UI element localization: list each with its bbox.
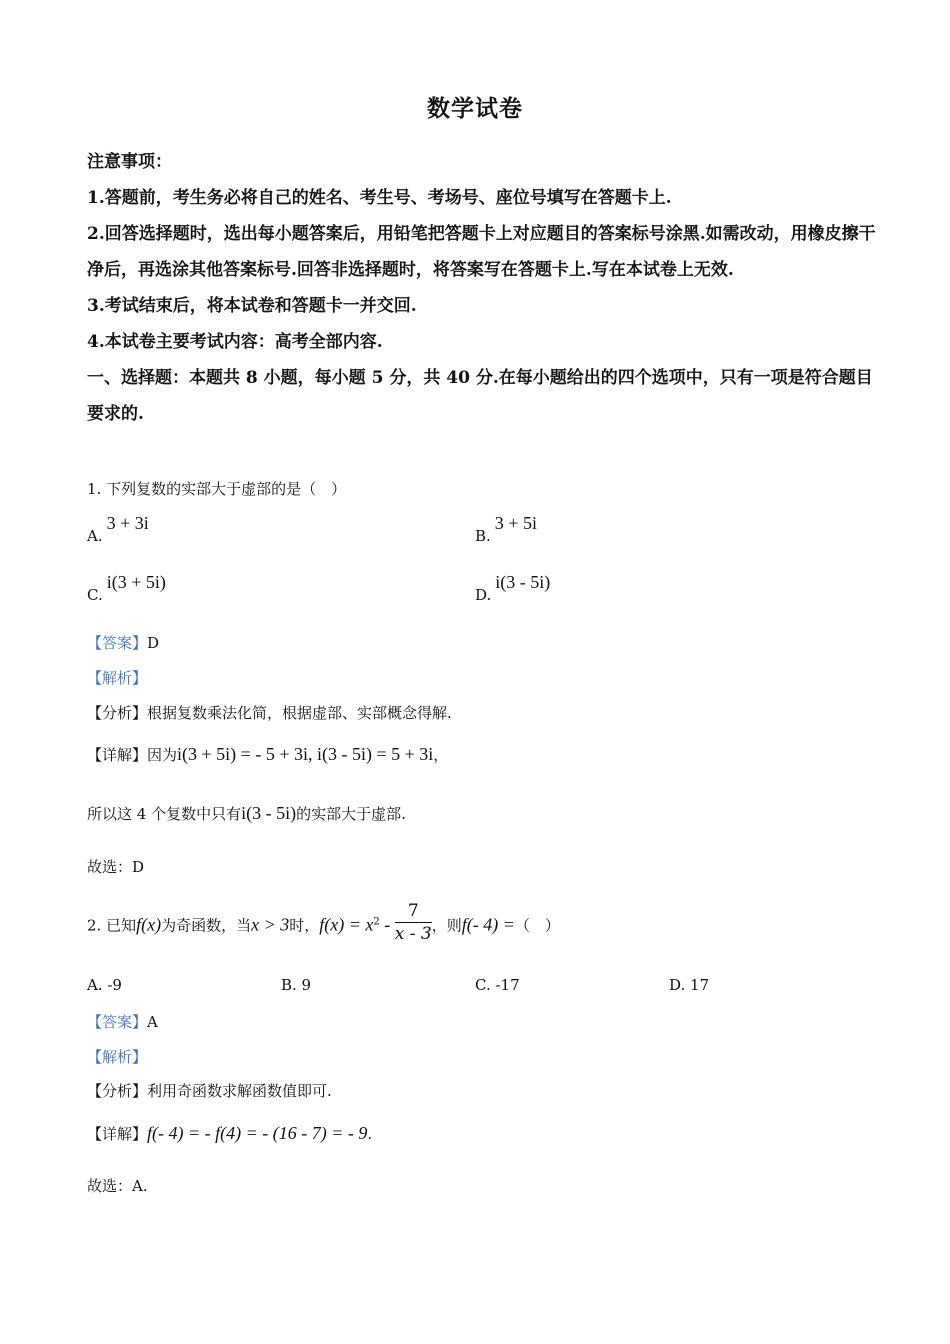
q2-choose: 故选：A. (87, 1177, 148, 1195)
notice-item-3: 3.考试结束后，将本试卷和答题卡一并交回. (87, 296, 417, 316)
q2-option-a: A. -9 (87, 976, 122, 994)
page-title: 数学试卷 (427, 95, 523, 122)
q1-option-c (87, 572, 166, 605)
option-letter: C. (87, 586, 103, 604)
detail-prefix: 因为 (147, 746, 178, 764)
notice-item-2: 2.回答选择题时，选出每小题答案后，用铅笔把答题卡上对应题目的答案标号涂黑.如需改动，用橡皮擦干净后，再选涂其他答案标号.回答非选择题时，将答案写在答题卡上.写在本试卷上无效. (87, 224, 876, 280)
fenxi-tag: 【分析】 (87, 1082, 148, 1100)
q2-cond: x > 3 (251, 914, 290, 935)
detail-expr: f(- 4) = - f(4) = - (16 - 7) = - 9 (147, 1123, 368, 1143)
q2-fx: f(x) (136, 914, 162, 935)
q1-option-d (475, 572, 551, 605)
q1-fenxi (87, 702, 452, 723)
detail-tag: 【详解】 (87, 746, 148, 764)
conclusion-expr: i(3 - 5i) (241, 803, 297, 823)
q2-ask: f(- 4) = (461, 914, 515, 935)
detail-expr: i(3 + 5i) = - 5 + 3i, i(3 - 5i) = 5 + 3i (177, 744, 434, 764)
answer-tag: 【答案】 (87, 634, 148, 652)
q2-stem-a: 2. 已知 (87, 916, 137, 935)
detail-suffix: . (367, 1125, 373, 1143)
q1-analysis-tag (87, 667, 147, 688)
option-letter: A. (87, 527, 103, 545)
q2-stem (87, 901, 560, 949)
notice-item-4: 4.本试卷主要考试内容：高考全部内容. (87, 332, 383, 352)
fenxi-text: 利用奇函数求解函数值即可. (147, 1082, 332, 1100)
detail-suffix: ， (433, 746, 449, 764)
q2-func-lhs: f(x) = x (319, 914, 374, 935)
q2-option-d: D. 17 (669, 976, 710, 994)
q2-stem-d: ，则 (431, 916, 462, 935)
answer-value: A (147, 1013, 158, 1031)
conclusion-suffix: 的实部大于虚部. (296, 805, 406, 823)
q1-stem: 1. 下列复数的实部大于虚部的是（ ） (87, 480, 347, 498)
option-expr: 3 + 3i (106, 513, 149, 533)
analysis-tag: 【解析】 (87, 669, 148, 687)
option-expr: 3 + 5i (494, 513, 537, 533)
detail-tag: 【详解】 (87, 1125, 148, 1143)
notice-item-1: 1.答题前，考生务必将自己的姓名、考生号、考场号、座位号填写在答题卡上. (87, 188, 672, 208)
q2-func-exp: 2 (373, 916, 380, 928)
q1-option-b (475, 513, 537, 546)
q1-answer (87, 632, 159, 653)
section-heading: 一、选择题：本题共 8 小题，每小题 5 分，共 40 分.在每小题给出的四个选项中，只有一项是符合题目要求的. (87, 368, 873, 424)
q2-stem-b: 为奇函数，当 (161, 916, 252, 935)
q2-stem-e: （ ） (514, 916, 560, 935)
frac-denominator: x - 3 (394, 924, 432, 944)
option-expr: i(3 - 5i) (495, 572, 551, 592)
q2-func-minus: - (379, 914, 395, 935)
option-letter: D. (475, 586, 492, 604)
q1-detail (87, 744, 448, 765)
q2-option-b: B. 9 (281, 976, 312, 994)
analysis-tag: 【解析】 (87, 1048, 148, 1066)
option-expr: i(3 + 5i) (106, 572, 166, 592)
q1-choose: 故选：D (87, 858, 145, 876)
q2-option-c: C. -17 (475, 976, 520, 994)
q2-answer (87, 1011, 158, 1032)
notice-block (87, 144, 887, 432)
answer-tag: 【答案】 (87, 1013, 148, 1031)
fenxi-text: 根据复数乘法化简，根据虚部、实部概念得解. (147, 704, 452, 722)
q1-conclusion (87, 803, 406, 824)
q1-option-a (87, 513, 149, 546)
answer-value: D (147, 634, 160, 652)
q2-analysis-tag (87, 1046, 147, 1067)
notice-heading: 注意事项： (87, 152, 172, 172)
q2-fraction (395, 900, 432, 945)
q2-stem-c: 时， (289, 916, 320, 935)
conclusion-prefix: 所以这 4 个复数中只有 (87, 805, 242, 823)
q2-fenxi (87, 1080, 332, 1101)
q2-detail (87, 1123, 372, 1144)
option-letter: B. (475, 527, 491, 545)
frac-numerator: 7 (395, 900, 432, 923)
fenxi-tag: 【分析】 (87, 704, 148, 722)
